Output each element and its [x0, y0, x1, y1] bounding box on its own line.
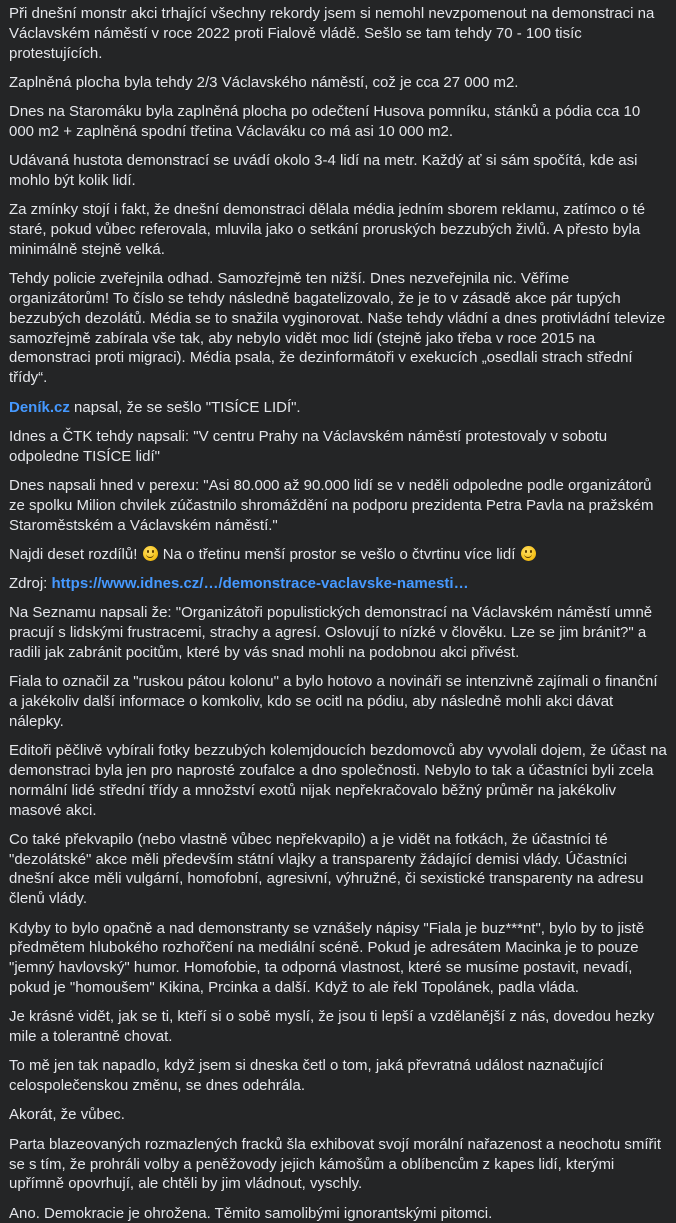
paragraph: Udávaná hustota demonstrací se uvádí okolo 3-4 lidí na metr. Každý ať si sám spočítá, kde asi mohlo být kolik lidí. [9, 152, 638, 190]
paragraph [9, 545, 668, 565]
smiling-face-emoji-icon [521, 546, 536, 561]
paragraph: Co také překvapilo (nebo vlastně vůbec nepřekvapilo) a je vidět na fotkách, že účastníci té "dezolátské" akce měli především státní vlajky a transparenty žádající demisi vlády. Účastníci dnešní akce měli vulgární, homofobní, agresivní, výhružné, či sexistické transparenty na adresu členů vlády. [9, 830, 644, 908]
paragraph: Editoři pěčlivě vybírali fotky bezzubých kolemjdoucích bezdomovců aby vyvolali dojem, že účast na demonstraci byla jen pro naprosté zoufalce a dno společnosti. Nebylo to tak a účastníci byli zcela normální lidé střední třídy a množství exotů nijak nepřekračovalo běžný průměr na jakékoliv masové akci. [9, 742, 667, 819]
paragraph-text: napsal, že se sešlo "TISÍCE LIDÍ". [69, 398, 301, 416]
paragraph: Idnes a ČTK tehdy napsali: "V centru Prahy na Václavském náměstí protestovaly v sobotu odpoledne TISÍCE lidí" [9, 427, 608, 465]
paragraph [9, 574, 668, 594]
paragraph: Parta blazeovaných rozmazlených fracků šla exhibovat svojí morální nařazenost a neochotu smířit se s tím, že prohráli volby a peněžovody jejich kámošům a oblíbencům z kapes lidí, kterými upřímně opovrhují, ale chtěli by jim vládnout, vyschly. [9, 1135, 661, 1193]
paragraph: Kdyby to bylo opačně a nad demonstranty se vznášely nápisy "Fiala je buz***nt", bylo by to jistě předmětem hlubokého rozhořčení na mediální scéně. Pokud je adresátem Macinka je to pouze "jemný havlovský" humor. Homofobie, ta odporná vlastnost, které se musíme postavit, nevadí, pokud je "homoušem" Kikina, Prcinka a další. Když to ale řekl Topolánek, padla vláda. [9, 919, 645, 996]
idnes-source-link[interactable]: https://www.idnes.cz/…/demonstrace-vaclavske-namesti… [51, 575, 469, 593]
smiling-face-emoji-icon [143, 546, 158, 561]
paragraph: Fiala to označil za "ruskou pátou kolonu" a bylo hotovo a novináři se intenzivně zajímali o finanční a jakékoliv další informace o komkoliv, kdo se ocitl na pódiu, aby následně mohli akci dávat nálepky. [9, 673, 658, 730]
paragraph: Na Seznamu napsali že: "Organizátoři populistických demonstrací na Václavském náměstí umně pracují s lidskými frustracemi, strachy a agresí. Oslovují to nízké v člověku. Lze se jim bránit?" a radili jak zabránit pocitům, které by vás snad mohli na podobnou akci přivést. [9, 604, 653, 662]
paragraph: Dnes na Staromáku byla zaplněná plocha po odečtení Husova pomníku, stánků a pódia cca 10 000 m2 + zaplněná spodní třetina Václaváku co má asi 10 000 m2. [9, 103, 641, 140]
paragraph: Akorát, že vůbec. [9, 1106, 125, 1124]
paragraph: Zaplněná plocha byla tehdy 2/3 Václavského náměstí, což je cca 27 000 m2. [9, 73, 519, 91]
source-label: Zdroj: [9, 575, 52, 593]
paragraph: Ano. Demokracie je ohrožena. Těmito samolibými ignorantskými pitomci. [9, 1204, 493, 1222]
paragraph: Za zmínky stojí i fakt, že dnešní demonstraci dělala média jedním sborem reklamu, zatímco o té staré, pokud vůbec referovala, mluvila jako o setkání proruských bezzubých živlů. A přesto byla minimálně stejně velká. [9, 201, 646, 258]
paragraph: To mě jen tak napadlo, když jsem si dneska četl o tom, jaká převratná událost naznačující celospolečenskou změnu, se dnes odehrála. [9, 1057, 604, 1095]
paragraph: Je krásné vidět, jak se ti, kteří si o sobě myslí, že jsou ti lepší a vzdělanější z nás, dovedou hezky mile a tolerantně chovat. [9, 1008, 655, 1046]
paragraph: Tehdy policie zveřejnila odhad. Samozřejmě ten nižší. Dnes nezveřejnila nic. Věříme organizátorům! To číslo se tehdy následně bagatelizovalo, že je to v zásadě akce pár tupých bezzubých dezolátů. Média se to snažila vyginorovat. Naše tehdy vládní a dnes protivládní televize samozřejmě zabírala vše tak, aby nebylo vidět moc lidí (stejně jako třeba v roce 2015 na demonstraci proti migraci). Média psala, že dezinformátoři v exekucích „osedlali strach střední třídy“. [9, 270, 666, 387]
paragraph-text: Na o třetinu menší prostor se vešlo o čtvrtinu více lidí [158, 545, 520, 563]
paragraph: Při dnešní monstr akci trhající všechny rekordy jsem si nemohl nevzpomenout na demonstraci na Václavském náměstí v roce 2022 proti Fialově vládě. Sešlo se tam tehdy 70 - 100 tisíc protestujících. [9, 5, 655, 62]
denik-link[interactable]: Deník.cz [9, 398, 70, 416]
paragraph [9, 398, 668, 418]
paragraph: Dnes napsali hned v perexu: "Asi 80.000 až 90.000 lidí se v neděli odpoledne podle organizátorů ze spolku Milion chvilek zúčastnilo shromáždění na podporu prezidenta Petra Pavla na pražském Staroměstském a Václavském náměstí." [9, 476, 654, 534]
paragraph-text: Najdi deset rozdílů! [9, 545, 142, 563]
